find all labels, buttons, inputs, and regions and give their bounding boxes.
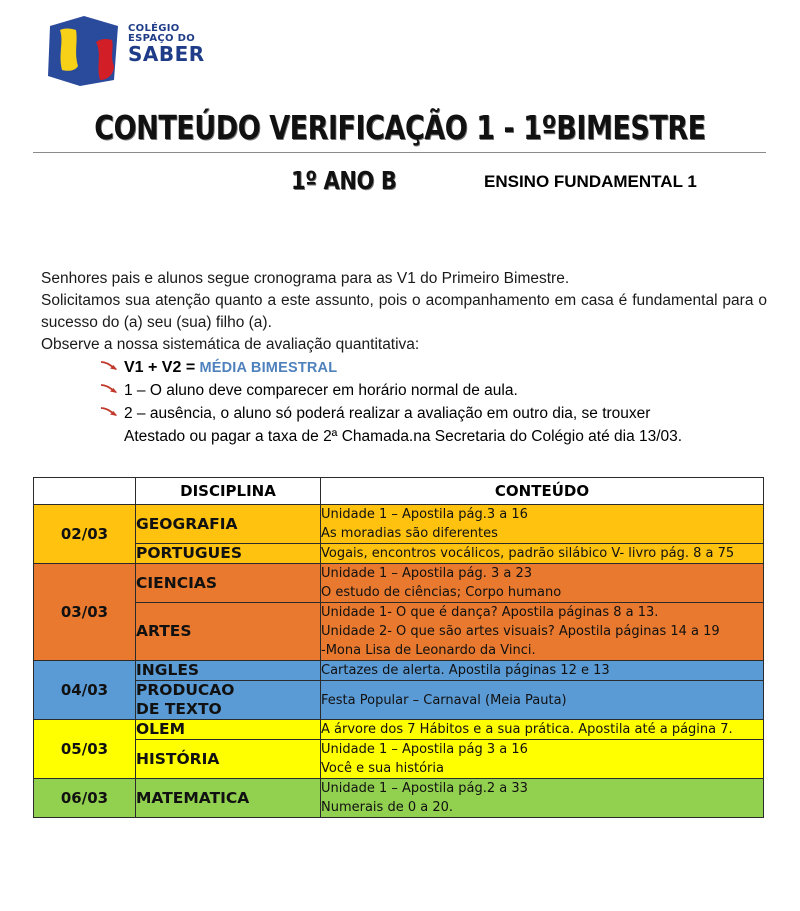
criteria-continuation: Atestado ou pagar a taxa de 2ª Chamada.na Secretaria do Colégio até dia 13/03. [124, 428, 683, 445]
content-line: Unidade 1 – Apostila pág.3 a 16 [321, 507, 528, 522]
criteria-accent: MÉDIA BIMESTRAL [199, 360, 338, 376]
intro-line-2: Solicitamos sua atenção quanto a este assunto, pois o acompanhamento em casa é fundamental para o sucesso do (a) seu (sua) filho (a). [41, 292, 767, 331]
column-header-date [34, 478, 136, 505]
table-row [34, 720, 764, 740]
cell-content [321, 544, 764, 564]
content-line: Unidade 1 – Apostila pág. 3 a 23 [321, 566, 533, 581]
content-line: Unidade 1 – Apostila pág.2 a 33 [321, 781, 528, 796]
cell-date: 06/03 [34, 779, 136, 818]
list-item [100, 357, 768, 379]
list-item [100, 403, 768, 425]
list-item [100, 380, 768, 402]
table-row [34, 505, 764, 544]
school-logo [44, 14, 205, 88]
content-line: Vogais, encontros vocálicos, padrão silábico V- livro pág. 8 a 75 [321, 546, 735, 561]
cell-discipline: ARTES [136, 603, 321, 661]
content-line: Unidade 1 – Apostila pág 3 a 16 [321, 742, 528, 757]
table-row [34, 603, 764, 661]
schedule-table [33, 477, 764, 818]
table-row [34, 564, 764, 603]
criteria-list [100, 357, 768, 448]
cell-discipline: OLEM [136, 720, 321, 740]
cell-discipline: INGLES [136, 661, 321, 681]
cell-date: 03/03 [34, 564, 136, 661]
cell-discipline: PRODUCAO DE TEXTO [136, 681, 321, 720]
arrow-icon [100, 359, 120, 375]
cell-content [321, 603, 764, 661]
intro-text [41, 268, 767, 356]
content-line: Você e sua história [321, 761, 444, 776]
cell-content [321, 505, 764, 544]
content-line: Numerais de 0 a 20. [321, 800, 454, 815]
criteria-formula: V1 + V2 = [124, 359, 196, 376]
content-line: Cartazes de alerta. Apostila páginas 12 e 13 [321, 663, 610, 678]
content-line: Unidade 1- O que é dança? Apostila páginas 8 a 13. [321, 605, 659, 620]
cell-discipline: GEOGRAFIA [136, 505, 321, 544]
table-row [34, 779, 764, 818]
content-line: A árvore dos 7 Hábitos e a sua prática. Apostila até a página 7. [321, 722, 733, 737]
arrow-icon [100, 405, 120, 421]
column-header-content: CONTEÚDO [321, 478, 764, 505]
content-line: As moradias são diferentes [321, 526, 498, 541]
content-line: O estudo de ciências; Corpo humano [321, 585, 562, 600]
table-row [34, 681, 764, 720]
class-label: 1º ANO B [291, 166, 397, 195]
cell-date: 02/03 [34, 505, 136, 564]
cell-discipline: HISTÓRIA [136, 740, 321, 779]
table-body [34, 505, 764, 818]
cell-content [321, 564, 764, 603]
content-line: Festa Popular – Carnaval (Meia Pauta) [321, 692, 567, 708]
subtitle-row [0, 166, 800, 200]
content-line: -Mona Lisa de Leonardo da Vinci. [321, 643, 536, 658]
table-row [34, 740, 764, 779]
cell-content [321, 779, 764, 818]
table-header-row [34, 478, 764, 505]
cell-content [321, 681, 764, 720]
table-header [34, 478, 764, 505]
logo-line-3: SABER [128, 42, 205, 67]
content-line: Unidade 2- O que são artes visuais? Apostila páginas 14 a 19 [321, 624, 720, 639]
cell-content [321, 740, 764, 779]
cell-content [321, 661, 764, 681]
logo-line-2: ESPAÇO DO [128, 33, 196, 45]
cell-discipline: MATEMATICA [136, 779, 321, 818]
table-row [34, 544, 764, 564]
cell-date: 04/03 [34, 661, 136, 720]
criteria-text: 2 – ausência, o aluno só poderá realizar a avaliação em outro dia, se trouxer [124, 405, 651, 422]
cell-discipline: PORTUGUES [136, 544, 321, 564]
cell-date: 05/03 [34, 720, 136, 779]
logo-wordmark [128, 24, 205, 65]
criteria-text: 1 – O aluno deve comparecer em horário normal de aula. [124, 382, 518, 399]
title-divider [33, 152, 766, 153]
logo-mark-icon [44, 14, 122, 88]
logo-line-1: COLÉGIO [128, 23, 180, 34]
arrow-icon [100, 382, 120, 398]
cell-discipline: CIENCIAS [136, 564, 321, 603]
level-label: ENSINO FUNDAMENTAL 1 [484, 172, 697, 191]
intro-line-1: Senhores pais e alunos segue cronograma para as V1 do Primeiro Bimestre. [41, 270, 570, 287]
intro-line-3: Observe a nossa sistemática de avaliação quantitativa: [41, 336, 420, 353]
cell-content [321, 720, 764, 740]
page-title: CONTEÚDO VERIFICAÇÃO 1 - 1ºBIMESTRE [94, 108, 706, 147]
table-row [34, 661, 764, 681]
column-header-discipline: DISCIPLINA [136, 478, 321, 505]
